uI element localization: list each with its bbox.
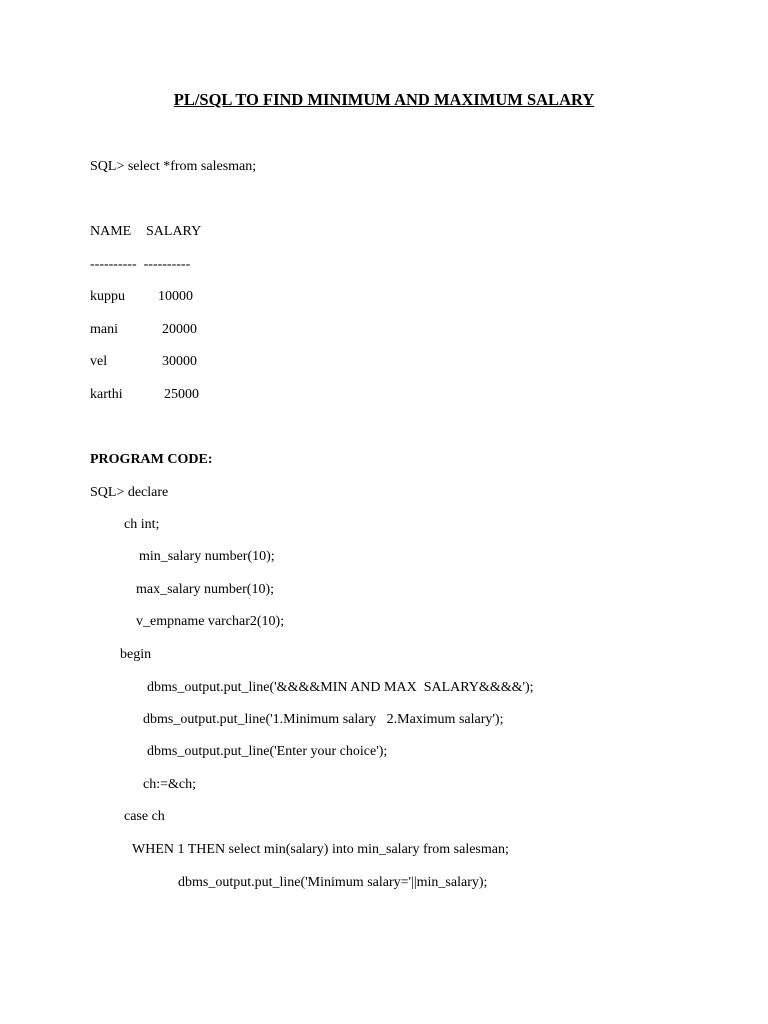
row-name: vel	[90, 354, 108, 369]
row-salary: 30000	[162, 354, 197, 369]
code-line: ch int;	[124, 517, 160, 532]
row-salary: 25000	[164, 387, 199, 402]
code-line: dbms_output.put_line('Minimum salary='||min_salary);	[178, 875, 488, 890]
code-line: WHEN 1 THEN select min(salary) into min_salary from salesman;	[132, 842, 509, 857]
code-line: max_salary number(10);	[136, 582, 275, 597]
code-line: begin	[120, 647, 152, 662]
sql-query-line: SQL> select *from salesman;	[90, 159, 257, 174]
code-line: SQL> declare	[90, 485, 169, 500]
document-title: PL/SQL TO FIND MINIMUM AND MAXIMUM SALARY	[173, 90, 595, 109]
row-salary: 20000	[162, 322, 197, 337]
code-line: dbms_output.put_line('Enter your choice');	[147, 744, 388, 759]
code-line: case ch	[124, 809, 165, 824]
code-line: v_empname varchar2(10);	[136, 614, 285, 629]
row-name: karthi	[90, 387, 123, 402]
table-separator: ---------- ----------	[90, 257, 191, 272]
row-name: kuppu	[90, 289, 125, 304]
table-header-name: NAME	[90, 224, 132, 239]
code-line: dbms_output.put_line('1.Minimum salary 2.Maximum salary');	[143, 712, 504, 727]
table-header-salary: SALARY	[146, 224, 202, 239]
row-salary: 10000	[158, 289, 193, 304]
program-code-heading: PROGRAM CODE:	[90, 452, 213, 467]
code-line: min_salary number(10);	[139, 549, 275, 564]
code-line: ch:=&ch;	[143, 777, 196, 792]
code-line: dbms_output.put_line('&&&&MIN AND MAX SALARY&&&&');	[147, 680, 534, 695]
row-name: mani	[90, 322, 118, 337]
